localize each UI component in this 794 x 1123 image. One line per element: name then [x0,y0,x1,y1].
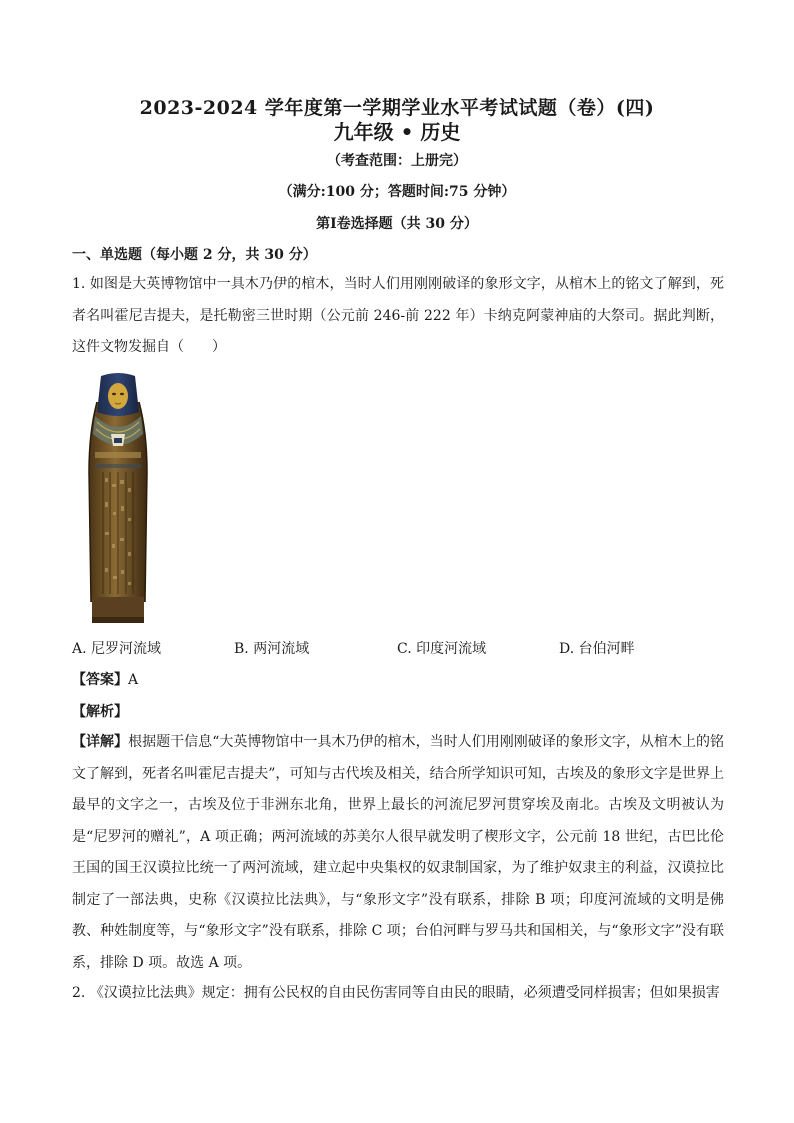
question-2-stem: 2. 《汉谟拉比法典》规定：拥有公民权的自由民伤害同等自由民的眼睛，必须遭受同样损害；但如果损害 [72,985,720,1001]
option-d[interactable]: D. 台伯河畔 [559,641,635,657]
option-b[interactable]: B. 两河流域 [234,641,310,657]
option-a[interactable]: A. 尼罗河流域 [72,641,162,657]
analysis-tag: 【解析】 [72,704,128,720]
exam-scope: （考查范围：上册完） [327,153,467,169]
exam-meta: （满分:100 分；答题时间:75 分钟） [278,184,516,200]
detail-text: 根据题干信息“大英博物馆中一具木乃伊的棺木，当时人们用刚刚破译的象形文字，从棺木上的铭文了解到，死者名叫霍尼吉提夫”，可知与古代埃及相关，结合所学知识可知，古埃及的象形文字是世界上最早的文字之一，古埃及位于非洲东北角，世界上最长的河流尼罗河贯穿埃及南北。古埃及文明被认为是“尼罗河的赠礼”，A 项正确；两河流域的苏美尔人很早就发明了楔形文字，公元前 18 世纪，古巴比伦王国的国王汉谟拉比统一了两河流域，建立起中央集权的奴隶制国家，为了维护奴隶主的利益，汉谟拉比制定了一部法典，史称《汉谟拉比法典》，与“象形文字”没有联系，排除 B 项；印度河流域的文明是佛教、种姓制度等，与“象形文字”没有联系，排除 C 项；台伯河畔与罗马共和国相关，与“象形文字”没有联系，排除 D 项。故选 A 项。 [72,734,725,971]
section-heading: 一、单选题（每小题 2 分，共 30 分） [72,247,317,263]
exam-title: 2023-2024 学年度第一学期学业水平考试试题（卷）(四) [139,97,655,119]
question-1-stem: 1. 如图是大英博物馆中一具木乃伊的棺木，当时人们用刚刚破译的象形文字，从棺木上的铭文了解到，死者名叫霍尼吉提夫，是托勒密三世时期（公元前 246-前 222 年）卡纳克阿蒙神庙的大祭司。据此判断，这件文物发掘自（ ） [72,276,724,355]
answer-line [72,669,138,689]
mummy-coffin-image [83,372,153,624]
answer-tag: 【答案】 [72,672,128,688]
detail-tag: 【详解】 [72,734,129,750]
exam-subtitle: 九年级 • 历史 [333,120,461,144]
detail-paragraph [72,727,724,979]
option-c[interactable]: C. 印度河流域 [397,641,487,657]
answer-value: A [128,672,139,688]
exam-part-heading: 第Ⅰ卷选择题（共 30 分） [316,216,478,232]
